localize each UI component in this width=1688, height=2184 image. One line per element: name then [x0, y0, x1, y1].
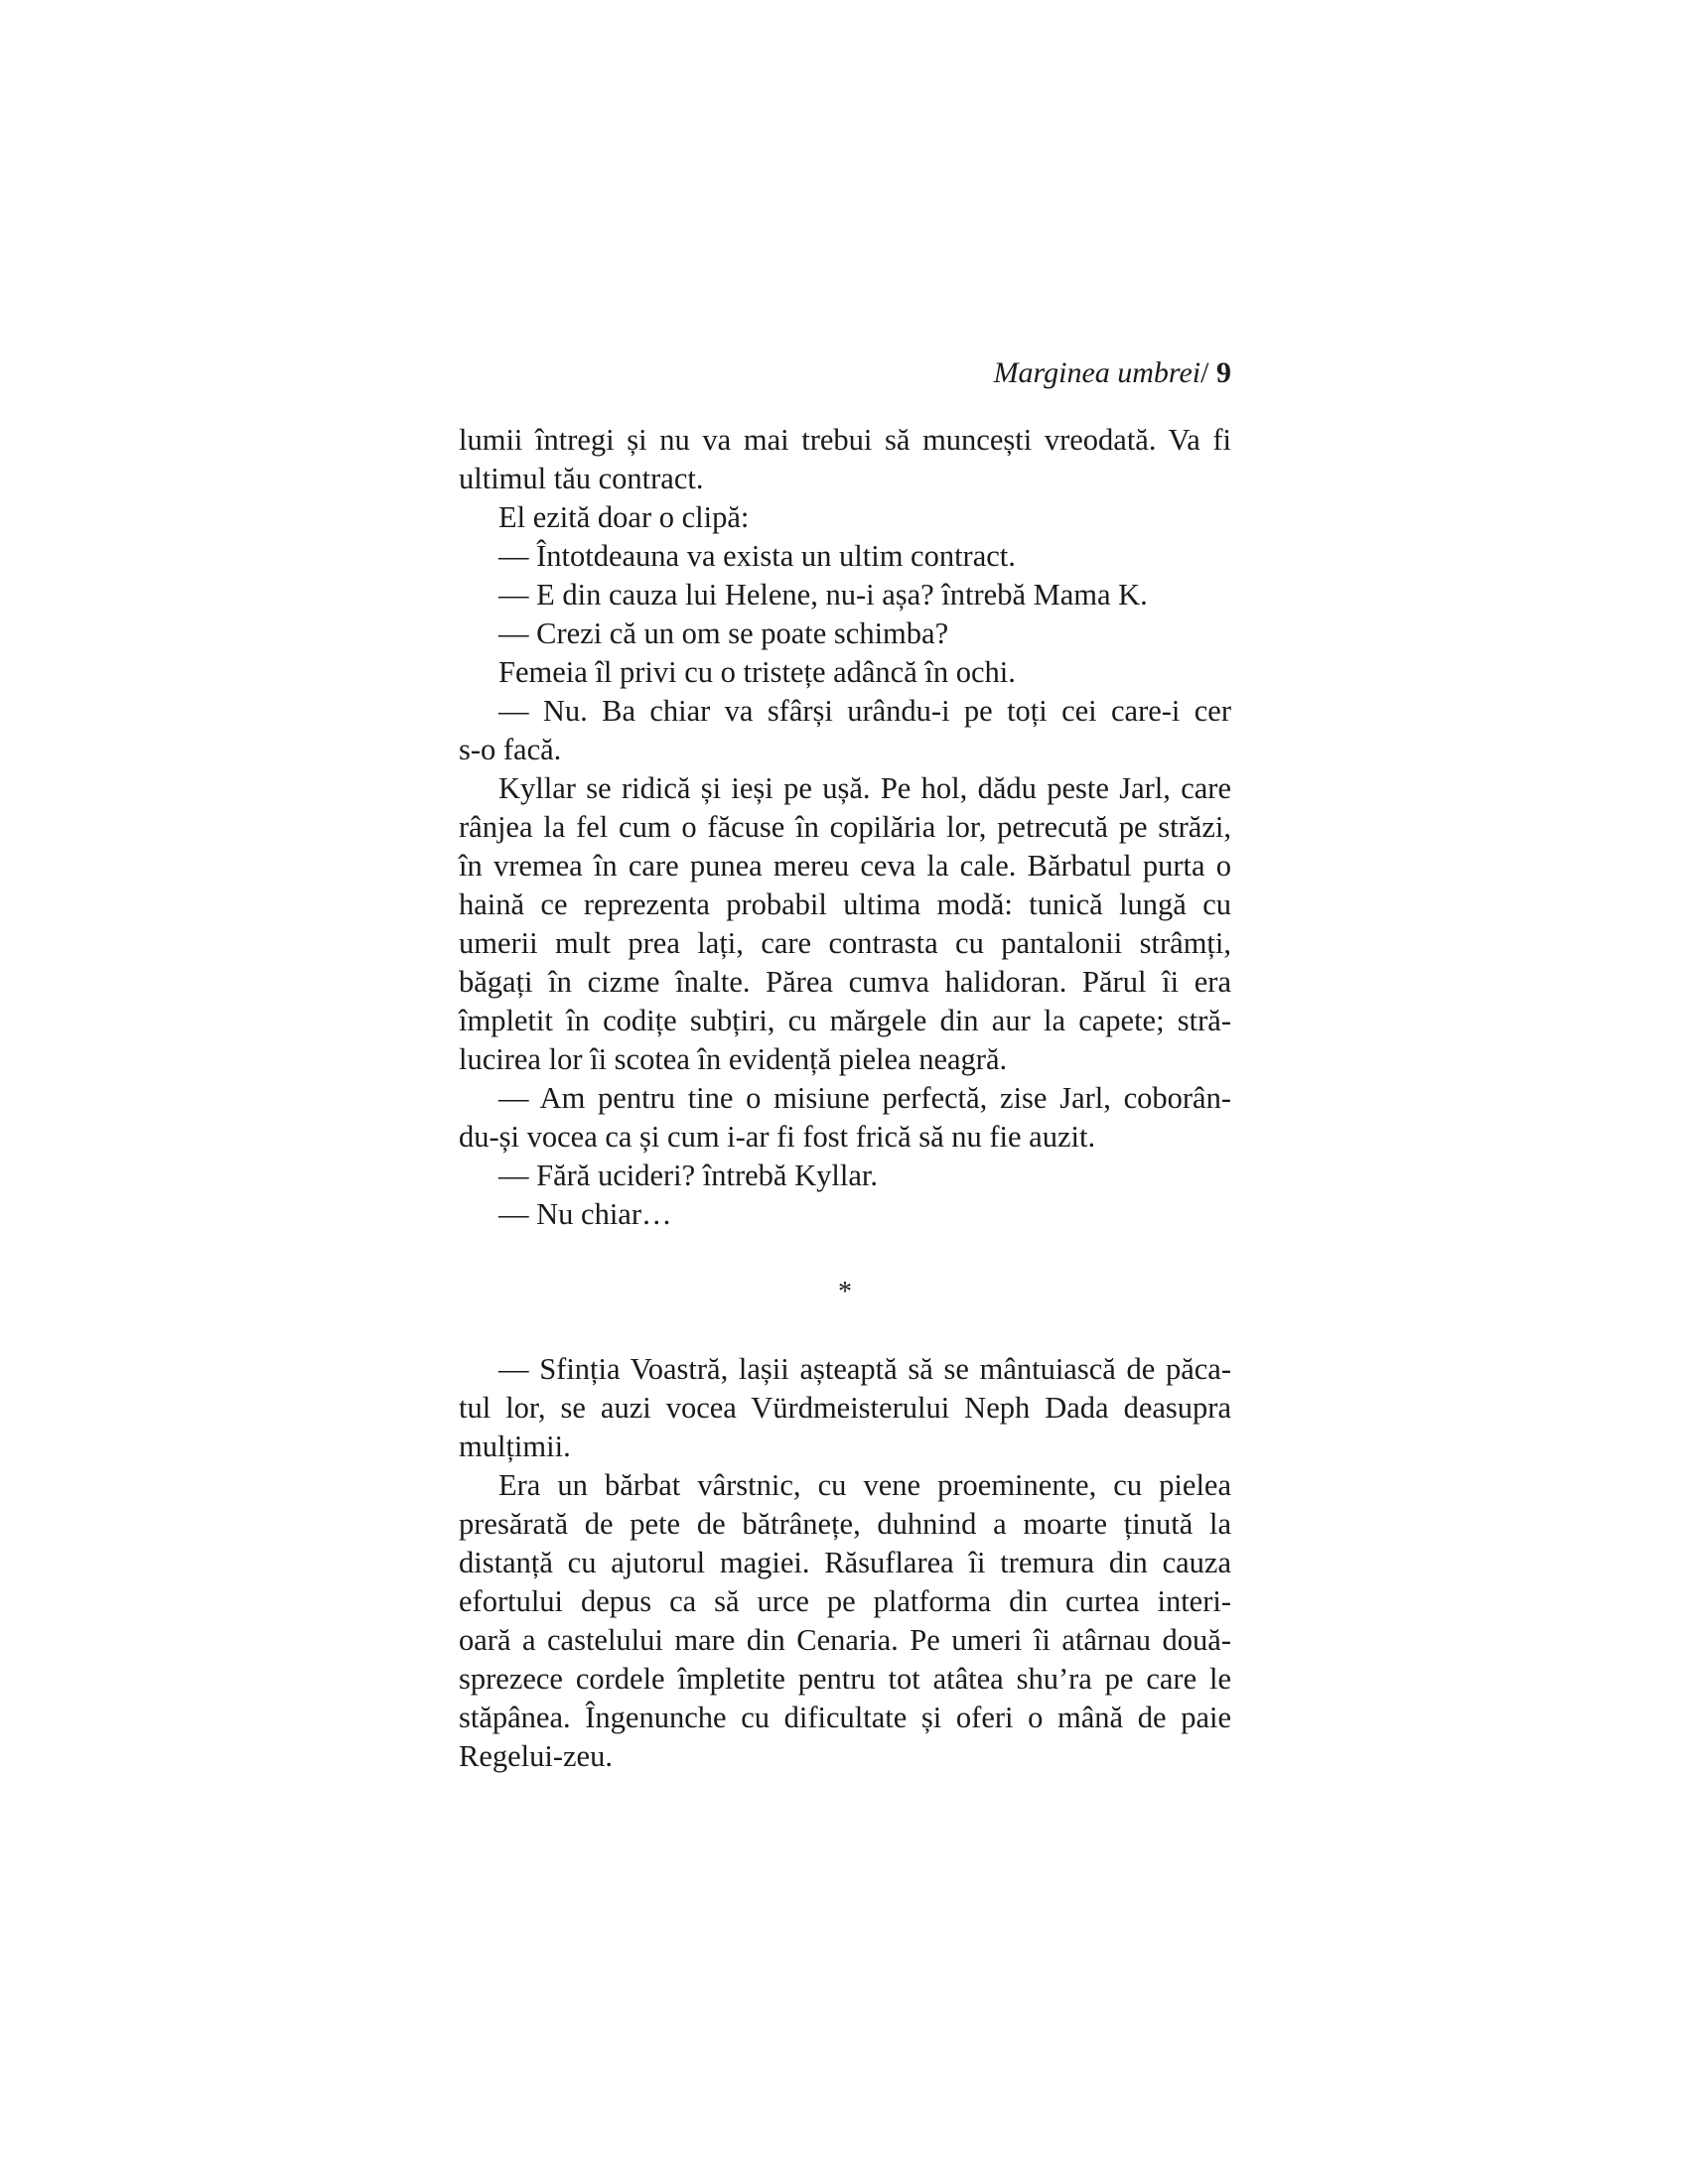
text-line: Kyllar se ridică și ieși pe ușă. Pe hol, dădu peste Jarl, care: [498, 771, 1231, 805]
text-line: în vremea în care punea mereu ceva la cale. Bărbatul purta o: [459, 849, 1231, 883]
text-line: distanță cu ajutorul magiei. Răsuflarea îi tremura din cauza: [459, 1546, 1231, 1579]
text-line: lumii întregi și nu va mai trebui să muncești vreodată. Va fi: [459, 423, 1231, 457]
text-line: împletit în codițe subțiri, cu mărgele din aur la capete; stră-: [459, 1004, 1231, 1037]
dialogue-line: — Nu chiar…: [498, 1197, 672, 1231]
page-number: 9: [1216, 356, 1231, 389]
text-line: băgați în cizme înalte. Părea cumva halidoran. Părul îi era: [459, 965, 1231, 999]
body-text: [459, 421, 1231, 1776]
running-head: [459, 353, 1231, 393]
header-separator: /: [1200, 356, 1216, 389]
text-line: mulțimii.: [459, 1430, 571, 1463]
text-line: lucirea lor îi scotea în evidență pielea neagră.: [459, 1042, 1008, 1076]
text-line: tul lor, se auzi vocea Vürdmeisterului Neph Dada deasupra: [459, 1391, 1231, 1425]
text-line: oară a castelului mare din Cenaria. Pe umeri îi atârnau două-: [459, 1623, 1231, 1657]
dialogue-line: — E din cauza lui Helene, nu-i așa? întrebă Mama K.: [498, 578, 1148, 612]
dialogue-line: — Sfinția Voastră, lașii așteaptă să se mântuiască de păca-: [498, 1352, 1231, 1386]
text-line: rânjea la fel cum o făcuse în copilăria lor, petrecută pe străzi,: [459, 810, 1231, 844]
dialogue-line: — Întotdeauna va exista un ultim contract.: [498, 539, 1016, 573]
text-line: presărată de pete de bătrânețe, duhnind a moarte ținută la: [459, 1507, 1231, 1541]
text-line: s-o facă.: [459, 733, 562, 766]
text-line: Femeia îl privi cu o tristețe adâncă în ochi.: [498, 655, 1016, 689]
text-line: haină ce reprezenta probabil ultima modă: tunică lungă cu: [459, 887, 1231, 921]
scene-break: *: [838, 1277, 852, 1307]
text-line: ultimul tău contract.: [459, 462, 704, 495]
dialogue-line: — Crezi că un om se poate schimba?: [498, 616, 949, 650]
text-line: umerii mult prea lați, care contrasta cu pantalonii strâmți,: [459, 926, 1231, 960]
text-line: stăpânea. Îngenunche cu dificultate și oferi o mână de paie: [459, 1701, 1231, 1734]
text-line: Regelui-zeu.: [459, 1739, 613, 1773]
text-line: Era un bărbat vârstnic, cu vene proeminente, cu pielea: [498, 1468, 1231, 1502]
book-title: Marginea umbrei: [993, 356, 1201, 389]
text-line: efortului depus ca să urce pe platforma din curtea interi-: [459, 1584, 1231, 1618]
dialogue-line: — Am pentru tine o misiune perfectă, zise Jarl, coborân-: [498, 1081, 1231, 1115]
text-line: du-și vocea ca și cum i-ar fi fost frică să nu fie auzit.: [459, 1120, 1096, 1154]
text-line: El ezită doar o clipă:: [498, 500, 750, 534]
dialogue-line: — Fără ucideri? întrebă Kyllar.: [498, 1159, 878, 1192]
dialogue-line: — Nu. Ba chiar va sfârși urându-i pe toți cei care-i cer: [498, 694, 1231, 728]
text-line: sprezece cordele împletite pentru tot atâtea shu’ra pe care le: [459, 1662, 1231, 1696]
